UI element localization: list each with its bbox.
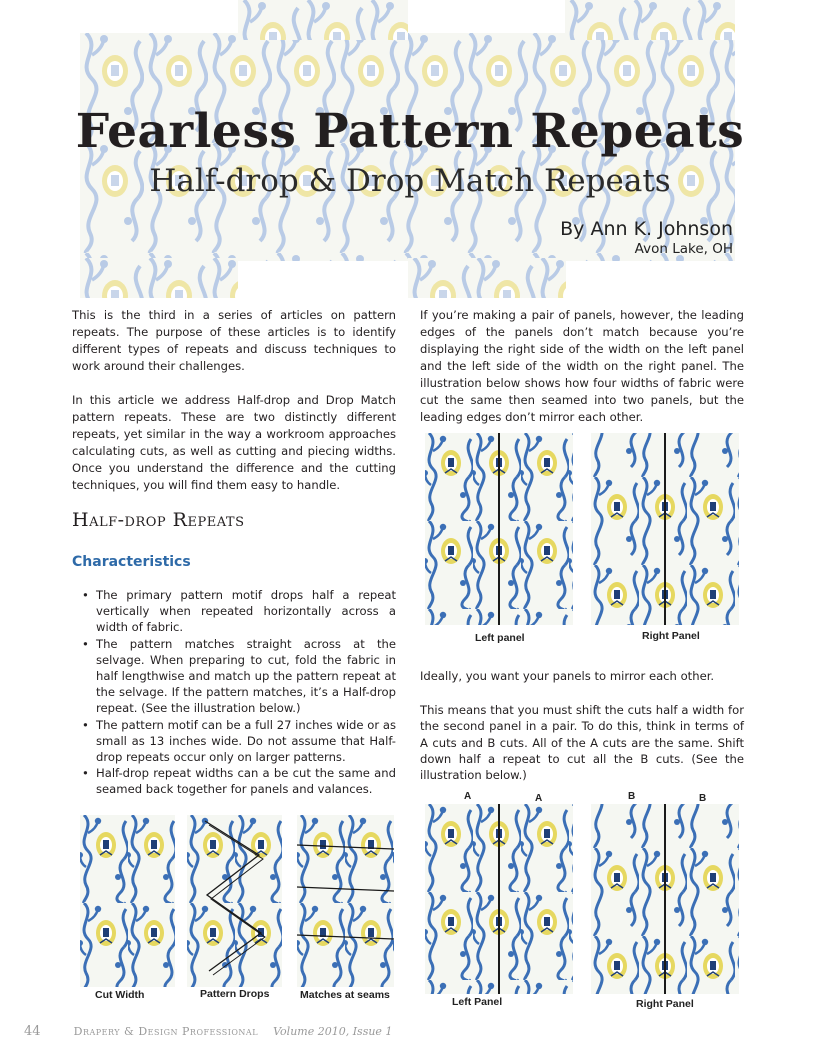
cut-label-a: A	[535, 793, 543, 804]
figure-caption-pattern-drops: Pattern Drops	[200, 988, 270, 1000]
article-subtitle: Half-drop & Drop Match Repeats	[149, 163, 671, 199]
figure-caption-right-panel: Right Panel	[636, 998, 694, 1010]
seam-line	[664, 433, 666, 625]
list-item: • Half-drop repeat widths can a be cut the same and seamed back together for panels and valances.	[96, 765, 396, 797]
right-column-paragraph-2: Ideally, you want your panels to mirror each other.	[420, 669, 715, 683]
list-item: • The pattern matches straight across at the selvage. When preparing to cut, fold the fabric in half lengthwise and match up the pattern repeat at the selvage. If the pattern matches, it’s a Half-drop repeat. (See the illustration below.)	[96, 636, 396, 717]
seam-line	[498, 433, 500, 625]
intro-paragraph-2: In this article we address Half-drop and Drop Match pattern repeats. These are two distinctly different repeats, yet similar in the way a workroom approaches calculating cuts, as well as cutting and piecing widths. Once you understand the difference and the cutting techniques, you will find them easy to handle.	[72, 393, 396, 492]
intro-column	[72, 307, 396, 511]
author-location: Avon Lake, OH	[634, 241, 733, 257]
cut-label-a: A	[464, 791, 472, 802]
figure-caption-matches-at-seams: Matches at seams	[300, 989, 390, 1001]
right-column-paragraph-3: This means that you must shift the cuts half a width for the second panel in a pair. To do this, think in terms of A cuts and B cuts. All of the A cuts are the same. Shift down half a repeat to cut all the B cuts. (See the illustration below.)	[420, 703, 744, 783]
article-title: Fearless Pattern Repeats	[75, 104, 745, 159]
figure-cut-width	[80, 815, 175, 987]
magazine-name: Drapery & Design Professional	[73, 1025, 259, 1038]
seam-line	[664, 804, 666, 994]
figure-matches-at-seams	[297, 815, 394, 987]
cut-label-b: B	[699, 793, 707, 804]
list-item: • The primary pattern motif drops half a repeat vertically when repeated horizontally across a width of fabric.	[96, 587, 396, 636]
section-heading: Half-drop Repeats	[72, 509, 245, 531]
page-number: 44	[24, 1024, 41, 1039]
header-pattern-bottom-left	[80, 258, 238, 298]
intro-paragraph-1: This is the third in a series of articles on pattern repeats. The purpose of these articles is to identify different types of repeats and discuss techniques to work around their challenges.	[72, 308, 396, 373]
header-pattern-bottom-right	[408, 258, 566, 298]
header-pattern-top-left	[238, 0, 408, 40]
list-item: • The pattern motif can be a full 27 inches wide or as small as 13 inches wide. Do not assume that Half-drop repeats occur only on larger patterns.	[96, 717, 396, 766]
figure-caption-left-panel: Left panel	[475, 632, 525, 644]
figure-caption-cut-width: Cut Width	[95, 989, 145, 1001]
figure-pattern-drops	[187, 815, 282, 987]
right-column-paragraph-1: If you’re making a pair of panels, however, the leading edges of the panels don’t match because you’re displaying the right side of the width on the left panel and the left side of the width on the right panel. The illustration below shows how four widths of fabric were cut the same then seamed into two panels, but the leading edges don’t mirror each other.	[420, 308, 744, 424]
header-pattern-top-right	[565, 0, 735, 40]
figure-caption-right-panel: Right Panel	[642, 630, 700, 642]
characteristics-list	[96, 587, 396, 798]
issue-label: Volume 2010, Issue 1	[273, 1025, 393, 1038]
cut-label-b: B	[628, 791, 636, 802]
subheading-characteristics: Characteristics	[72, 554, 191, 570]
author-byline: By Ann K. Johnson	[560, 218, 733, 240]
page-footer	[24, 1020, 392, 1039]
seam-line	[498, 804, 500, 994]
figure-caption-left-panel: Left Panel	[452, 996, 503, 1008]
